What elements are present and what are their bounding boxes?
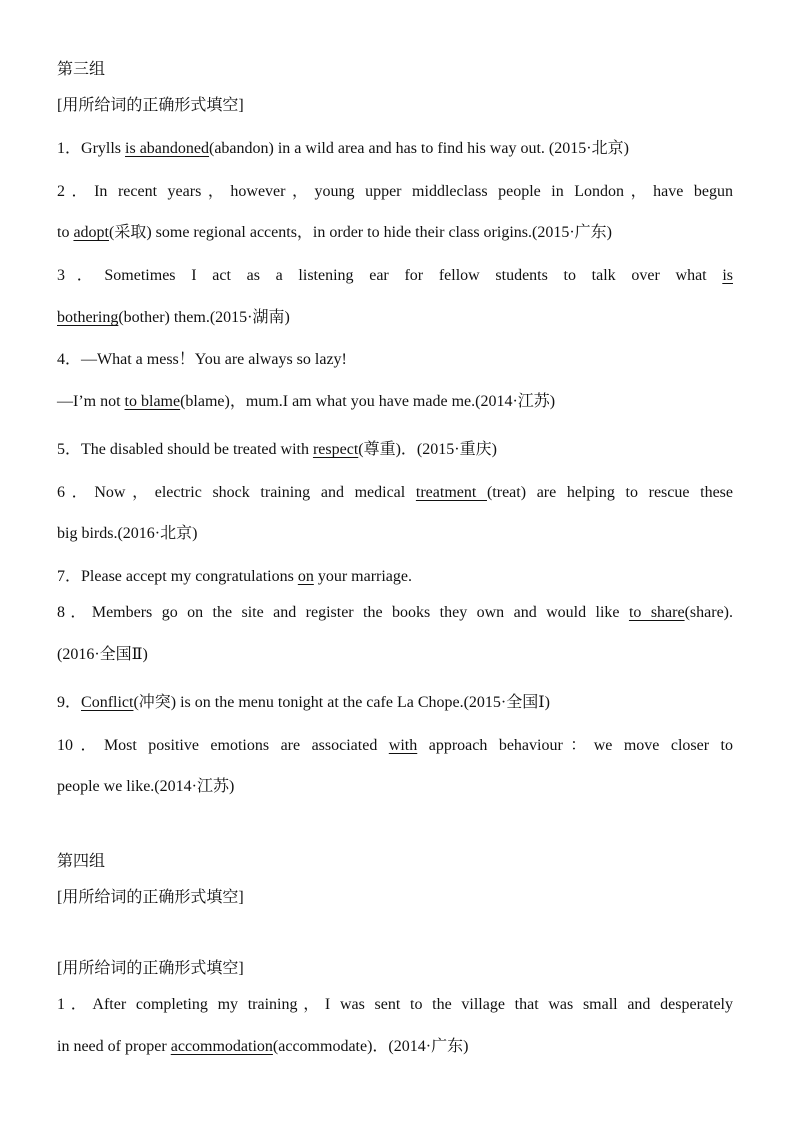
question-number: 2． <box>57 183 95 200</box>
group3-instruction: [用所给词的正确形式填空] <box>57 97 244 114</box>
group4-instruction-repeat: [用所给词的正确形式填空] <box>57 960 244 977</box>
question-text: Grylls <box>81 140 126 157</box>
question-text: Sometimes I act as a listening ear for fellow students to talk over what <box>104 267 723 284</box>
question-text: to <box>57 224 74 241</box>
question-text: Please accept my congratulations <box>81 568 298 585</box>
answer: on <box>297 568 314 585</box>
group4-heading: 第四组 <box>57 853 106 870</box>
question-text: your marriage. <box>313 568 413 585</box>
question-text: (share). <box>684 604 733 621</box>
question-text: Members go on the site and register the books they own and would like <box>91 604 629 621</box>
question-text: (bother) them.(2015·湖南) <box>118 309 290 326</box>
question-text: (冲突) is on the menu tonight at the cafe La Chope.(2015·全国Ⅰ) <box>133 694 550 711</box>
question-text: —What a mess！You are always so lazy! <box>81 351 347 368</box>
question-text: —I’m not <box>57 393 125 410</box>
question-text: (accommodate)．(2014·广东) <box>272 1038 469 1055</box>
question-text: Most positive emotions are associated <box>103 737 389 754</box>
answer: accommodation <box>170 1038 273 1055</box>
question-text: In recent years，however，young upper middleclass people in London，have begun <box>94 183 733 200</box>
question-4-line2 <box>57 391 555 413</box>
question-10 <box>57 735 733 757</box>
group4-question-1-line2 <box>57 1036 468 1058</box>
answer: bothering <box>57 309 119 326</box>
question-number: 3． <box>57 267 105 284</box>
question-text: Now，electric shock training and medical <box>94 484 416 501</box>
question-10-line2: people we like.(2014·江苏) <box>57 778 235 795</box>
answer: to blame <box>124 393 181 410</box>
question-text: (blame)，mum.I am what you have made me.(2014·江苏) <box>180 393 556 410</box>
question-6 <box>57 482 733 504</box>
group4-question-1 <box>57 994 733 1016</box>
question-number: 4． <box>57 351 82 368</box>
question-3-line2 <box>57 307 290 329</box>
answer: with <box>388 737 418 754</box>
question-text: (尊重)．(2015·重庆) <box>358 441 497 458</box>
question-9 <box>57 692 550 714</box>
question-7 <box>57 566 412 588</box>
answer: treatment <box>415 484 487 501</box>
question-3 <box>57 265 733 287</box>
question-number: 6． <box>57 484 95 501</box>
question-8 <box>57 602 733 624</box>
question-number: 7． <box>57 568 82 585</box>
answer: respect <box>312 441 359 458</box>
question-number: 1． <box>57 140 82 157</box>
group4-instruction: [用所给词的正确形式填空] <box>57 889 244 906</box>
question-number: 9． <box>57 694 82 711</box>
question-text: The disabled should be treated with <box>81 441 313 458</box>
group3-heading: 第三组 <box>57 61 106 78</box>
question-5 <box>57 439 497 461</box>
question-6-line2: big birds.(2016·北京) <box>57 525 198 542</box>
question-number: 5． <box>57 441 82 458</box>
question-1 <box>57 138 629 160</box>
answer: to share <box>628 604 685 621</box>
question-2-line2 <box>57 222 612 244</box>
question-text: approach behaviour：we move closer to <box>417 737 733 754</box>
question-number: 8． <box>57 604 92 621</box>
question-4 <box>57 349 347 371</box>
question-text: (采取) some regional accents，in order to hide their class origins.(2015·广东) <box>109 224 612 241</box>
question-8-line2: (2016·全国Ⅱ) <box>57 646 148 663</box>
question-2 <box>57 181 733 203</box>
question-text: in need of proper <box>57 1038 171 1055</box>
answer: is <box>722 267 733 284</box>
question-text: (abandon) in a wild area and has to find his way out. (2015·北京) <box>209 140 629 157</box>
question-number: 10． <box>57 737 104 754</box>
answer: adopt <box>73 224 109 241</box>
question-text: (treat) are helping to rescue these <box>486 484 734 501</box>
answer: is abandoned <box>125 140 209 157</box>
answer: Conflict <box>81 694 134 711</box>
question-number: 1． <box>57 996 93 1013</box>
question-text: After completing my training，I was sent to the village that was small and desperately <box>92 996 733 1013</box>
